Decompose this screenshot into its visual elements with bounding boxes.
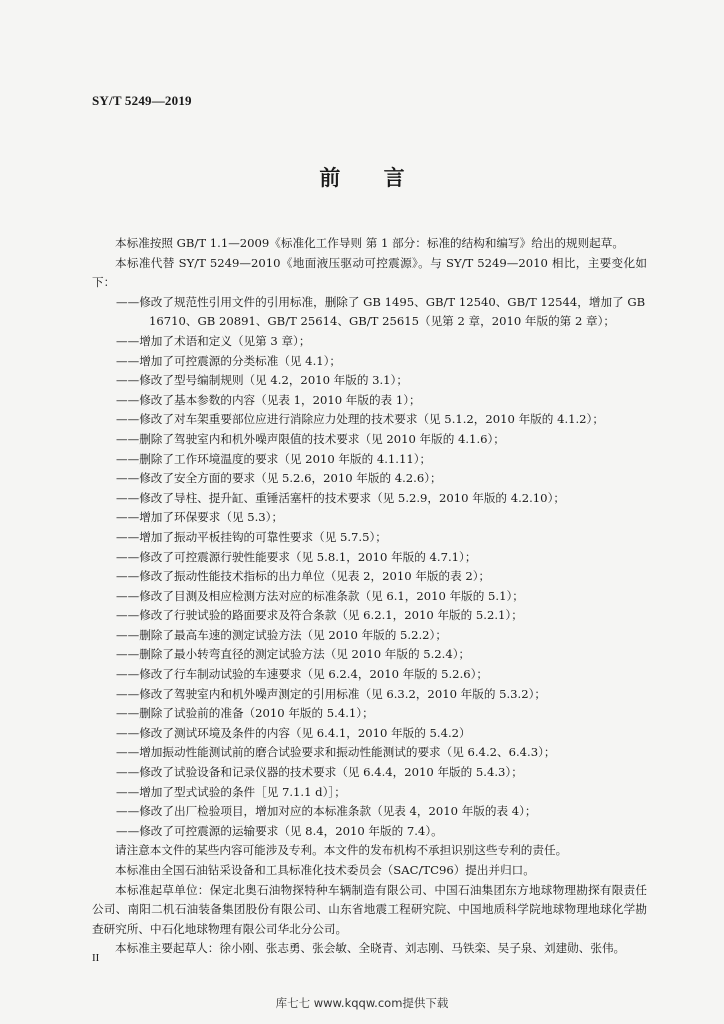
foreword-body bbox=[92, 234, 647, 959]
change-item: ——修改了测试环境及条件的内容（见 6.4.1，2010 年版的 5.4.2） bbox=[116, 725, 471, 740]
change-item: ——修改了出厂检验项目，增加对应的本标准条款（见表 4，2010 年版的表 4）； bbox=[116, 804, 537, 819]
change-item: ——增加了型式试验的条件［见 7.1.1 d）］； bbox=[116, 784, 346, 799]
change-item: ——增加了可控震源的分类标准（见 4.1）； bbox=[116, 353, 342, 368]
paragraph-patent-notice: 请注意本文件的某些内容可能涉及专利。本文件的发布机构不承担识别这些专利的责任。 bbox=[115, 843, 568, 858]
change-item: ——修改了型号编制规则（见 4.2，2010 年版的 3.1）； bbox=[116, 373, 408, 388]
change-item: ——删除了驾驶室内和机外噪声限值的技术要求（见 2010 年版的 4.1.6）； bbox=[116, 431, 505, 446]
change-item: ——修改了可控震源行驶性能要求（见 5.8.1，2010 年版的 4.7.1）； bbox=[116, 549, 477, 564]
change-item: ——修改了振动性能技术指标的出力单位（见表 2，2010 年版的表 2）； bbox=[116, 569, 491, 584]
standard-code: SY/T 5249—2019 bbox=[92, 93, 192, 108]
change-item: ——修改了行驶试验的路面要求及符合条款（见 6.2.1，2010 年版的 5.2.1）； bbox=[116, 608, 523, 623]
change-item: ——增加振动性能测试前的磨合试验要求和振动性能测试的要求（见 6.4.2、6.4.3）； bbox=[116, 745, 556, 760]
change-item: ——修改了基本参数的内容（见表 1，2010 年版的表 1）； bbox=[116, 392, 421, 407]
paragraph-proposer: 本标准由全国石油钻采设备和工具标准化技术委员会（SAC/TC96）提出并归口。 bbox=[115, 863, 535, 877]
paragraph-drafting-rules: 本标准按照 GB/T 1.1—2009《标准化工作导则 第 1 部分：标准的结构和编写》给出的规则起草。 bbox=[115, 236, 624, 250]
paragraph-drafting-units: 本标准起草单位：保定北奥石油物探特种车辆制造有限公司、中国石油集团东方地球物理勘探有限责任公司、南阳二机石油装备集团股份有限公司、山东省地震工程研究院、中国地质科学院地球物理地球化学勘查研究所、中石化地球物理有限公司华北分公司。 bbox=[92, 882, 647, 936]
change-item: ——删除了最高车速的测定试验方法（见 2010 年版的 5.2.2）； bbox=[116, 627, 447, 642]
change-item: ——修改了目测及相应检测方法对应的标准条款（见 6.1，2010 年版的 5.1）； bbox=[116, 588, 524, 603]
change-item: ——修改了导柱、提升缸、重锤活塞杆的技术要求（见 5.2.9，2010 年版的 4.2.10）； bbox=[116, 490, 565, 505]
change-item: ——删除了工作环境温度的要求（见 2010 年版的 4.1.11）； bbox=[116, 451, 432, 466]
change-item: ——修改了对车架重要部位应进行消除应力处理的技术要求（见 5.1.2，2010 年版的 4.1.2）； bbox=[116, 412, 604, 427]
change-item: ——修改了安全方面的要求（见 5.2.6，2010 年版的 4.2.6）； bbox=[116, 471, 442, 486]
paragraph-drafters: 本标准主要起草人：徐小刚、张志勇、张会敏、全晓青、刘志刚、马铁栾、吴子泉、刘建勋、张伟。 bbox=[115, 941, 626, 956]
paragraph-replaces: 本标准代替 SY/T 5249—2010《地面液压驱动可控震源》。与 SY/T 5249—2010 相比，主要变化如下： bbox=[92, 255, 647, 290]
change-item: ——修改了可控震源的运输要求（见 8.4，2010 年版的 7.4）。 bbox=[116, 823, 443, 838]
change-item: ——增加了环保要求（见 5.3）； bbox=[116, 510, 284, 525]
change-item: ——修改了行车制动试验的车速要求（见 6.2.4，2010 年版的 5.2.6）； bbox=[116, 667, 489, 682]
change-item: ——删除了最小转弯直径的测定试验方法（见 2010 年版的 5.2.4）； bbox=[116, 647, 471, 662]
change-item: ——删除了试验前的准备（2010 年版的 5.4.1）； bbox=[116, 706, 374, 721]
change-item: ——修改了驾驶室内和机外噪声测定的引用标准（见 6.3.2，2010 年版的 5.3.2）； bbox=[116, 686, 546, 701]
change-item: ——修改了试验设备和记录仪器的技术要求（见 6.4.4，2010 年版的 5.4.3）； bbox=[116, 765, 523, 780]
change-item: ——增加了振动平板挂钩的可靠性要求（见 5.7.5）； bbox=[116, 529, 387, 544]
change-item: ——增加了术语和定义（见第 3 章）； bbox=[116, 333, 311, 348]
page-title: 前 言 bbox=[319, 166, 423, 190]
page-number: II bbox=[92, 952, 100, 964]
download-footer: 库七七 www.kqqw.com提供下载 bbox=[275, 996, 449, 1010]
change-item: ——修改了规范性引用文件的引用标准，删除了 GB 1495、GB/T 12540、GB/T 12544，增加了 GB 16710、GB 20891、GB/T 25614、GB/T 25615（见第 2 章，2010 年版的第 2 章）； bbox=[116, 294, 646, 329]
